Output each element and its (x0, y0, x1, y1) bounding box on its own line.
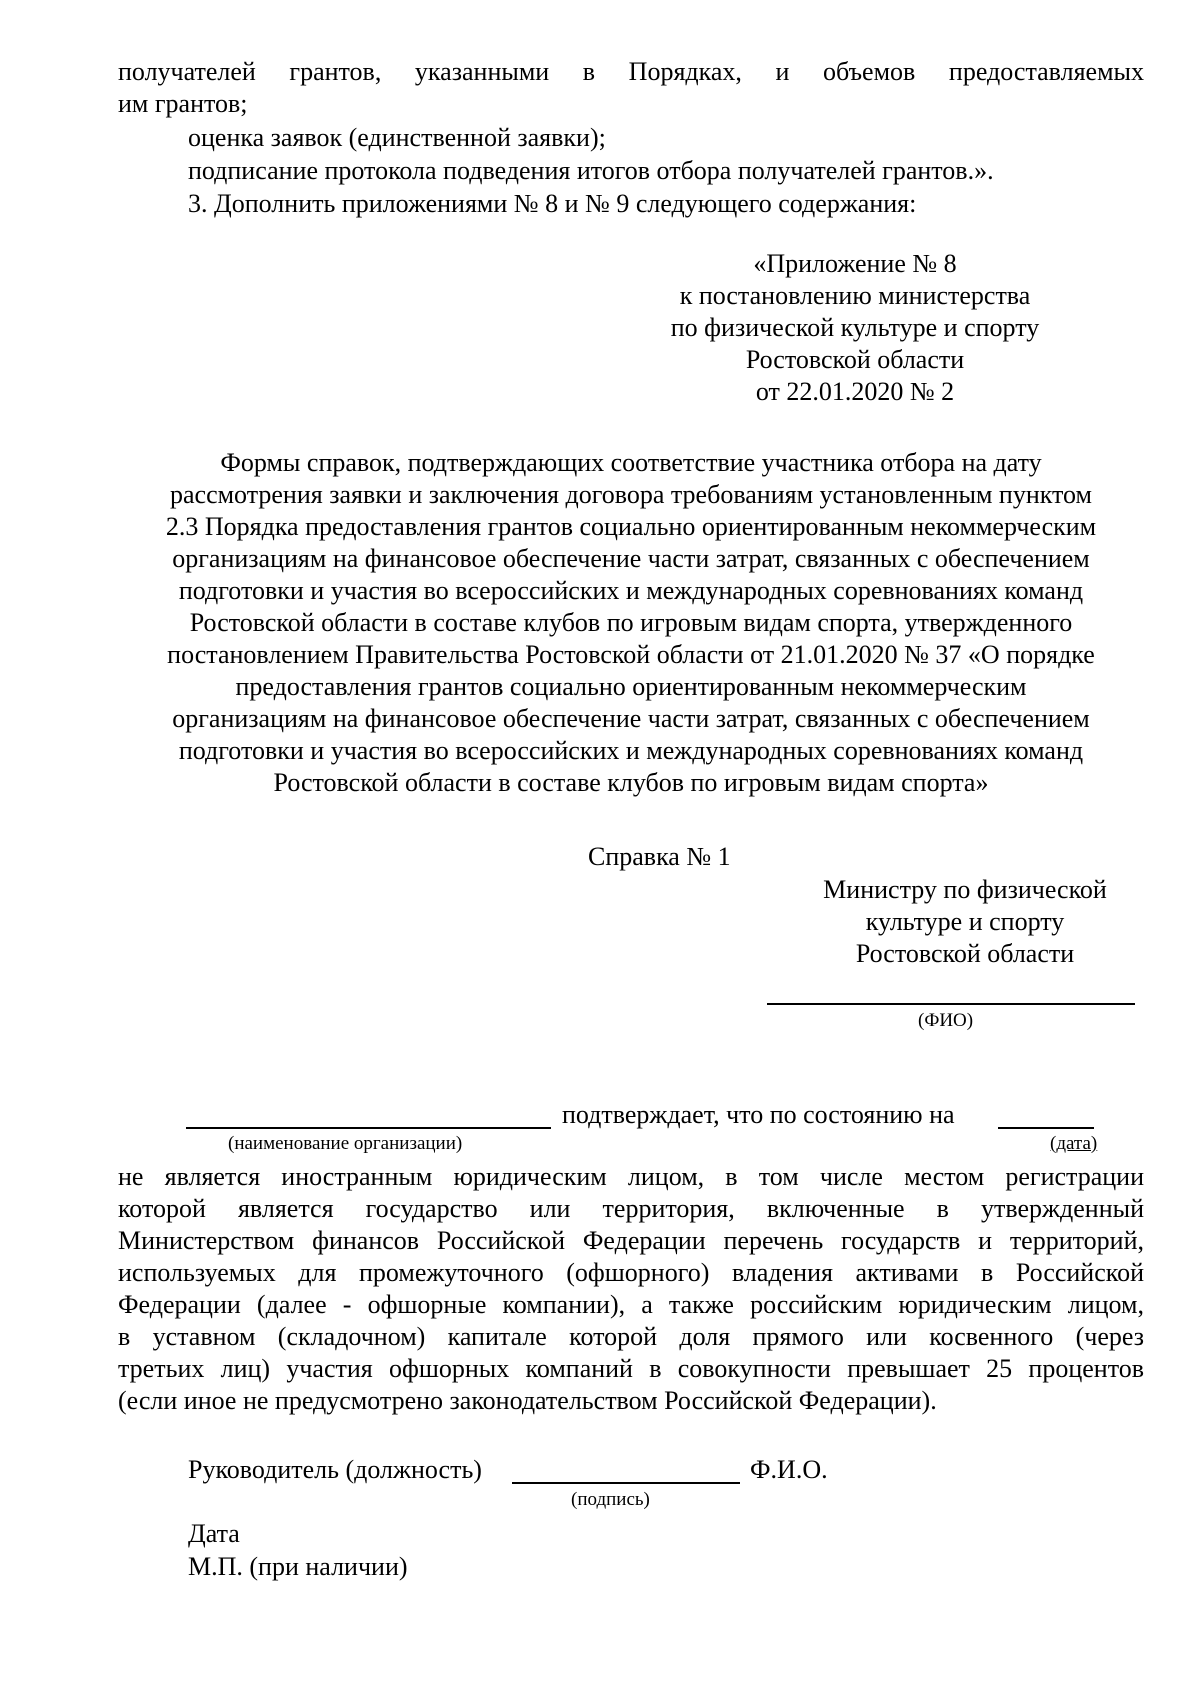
appendix-header (645, 248, 1065, 408)
addressee-block (780, 874, 1150, 970)
body-line: используемых для промежуточного (офшорного) владения активами в Российской (118, 1258, 1144, 1287)
fio-short: Ф.И.О. (750, 1455, 828, 1484)
intro-line-2: им грантов; (118, 89, 248, 118)
organization-caption: (наименование организации) (228, 1133, 463, 1154)
body-line: Федерации (далее - офшорные компании), а также российским юридическим лицом, (118, 1290, 1144, 1319)
title-line: постановлением Правительства Ростовской области от 21.01.2020 № 37 «О порядке (167, 640, 1095, 669)
body-line: не является иностранным юридическим лицом, в том числе местом регистрации (118, 1162, 1144, 1191)
list-item-signing: подписание протокола подведения итогов отбора получателей грантов.». (188, 156, 994, 185)
title-line: рассмотрения заявки и заключения договора требованиям установленным пунктом (169, 480, 1092, 509)
appendix-line-1: «Приложение № 8 (753, 249, 957, 278)
body-line: (если иное не предусмотрено законодательством Российской Федерации). (118, 1386, 937, 1415)
appendix-line-2: к постановлению министерства (679, 281, 1031, 310)
addressee-line-3: Ростовской области (855, 939, 1075, 968)
title-line: организациям на финансовое обеспечение части затрат, связанных с обеспечением (172, 704, 1090, 733)
signature-caption: (подпись) (571, 1489, 650, 1510)
intro-line-1: получателей грантов, указанными в Порядках, и объемов предоставляемых (118, 57, 1144, 86)
item-3-text: 3. Дополнить приложениями № 8 и № 9 следующего содержания: (188, 189, 917, 218)
title-line: подготовки и участия во всероссийских и международных соревнованиях команд (178, 736, 1084, 765)
title-line: Ростовской области в составе клубов по игровым видам спорта» (273, 768, 989, 797)
title-line: Формы справок, подтверждающих соответствие участника отбора на дату (220, 448, 1042, 477)
stamp-label: М.П. (при наличии) (188, 1552, 408, 1581)
certificate-body (118, 1161, 1144, 1417)
fio-caption: (ФИО) (918, 1010, 974, 1031)
body-line: третьих лиц) участия офшорных компаний в совокупности превышает 25 процентов (118, 1354, 1144, 1383)
date-input-line[interactable] (998, 1127, 1094, 1129)
fio-input-line[interactable] (767, 1003, 1135, 1005)
appendix-line-5: от 22.01.2020 № 2 (755, 377, 955, 406)
list-item-evaluation: оценка заявок (единственной заявки); (188, 123, 606, 152)
date-label: Дата (188, 1519, 240, 1548)
title-line: организациям на финансовое обеспечение части затрат, связанных с обеспечением (172, 544, 1090, 573)
signature-line[interactable] (512, 1482, 740, 1484)
head-label: Руководитель (должность) (188, 1455, 482, 1484)
body-line: в уставном (складочном) капитале которой доля прямого или косвенного (через (118, 1322, 1144, 1351)
title-line: Ростовской области в составе клубов по игровым видам спорта, утвержденного (189, 608, 1073, 637)
title-line: подготовки и участия во всероссийских и международных соревнованиях команд (178, 576, 1084, 605)
date-caption: (дата) (1050, 1133, 1098, 1154)
title-line: предоставления грантов социально ориентированным некоммерческим (235, 672, 1027, 701)
body-line: которой является государство или территория, включенные в утвержденный (118, 1194, 1144, 1223)
addressee-line-1: Министру по физической (823, 875, 1107, 904)
certificate-number: Справка № 1 (588, 842, 731, 871)
addressee-line-2: культуре и спорту (865, 907, 1065, 936)
organization-name-line[interactable] (186, 1127, 551, 1129)
forms-title (118, 447, 1144, 799)
title-line: 2.3 Порядка предоставления грантов социально ориентированным некоммерческим (165, 512, 1097, 541)
confirm-text: подтверждает, что по состоянию на (562, 1100, 955, 1129)
appendix-line-4: Ростовской области (745, 345, 965, 374)
appendix-line-3: по физической культуре и спорту (670, 313, 1040, 342)
body-line: Министерством финансов Российской Федерации перечень государств и территорий, (118, 1226, 1144, 1255)
